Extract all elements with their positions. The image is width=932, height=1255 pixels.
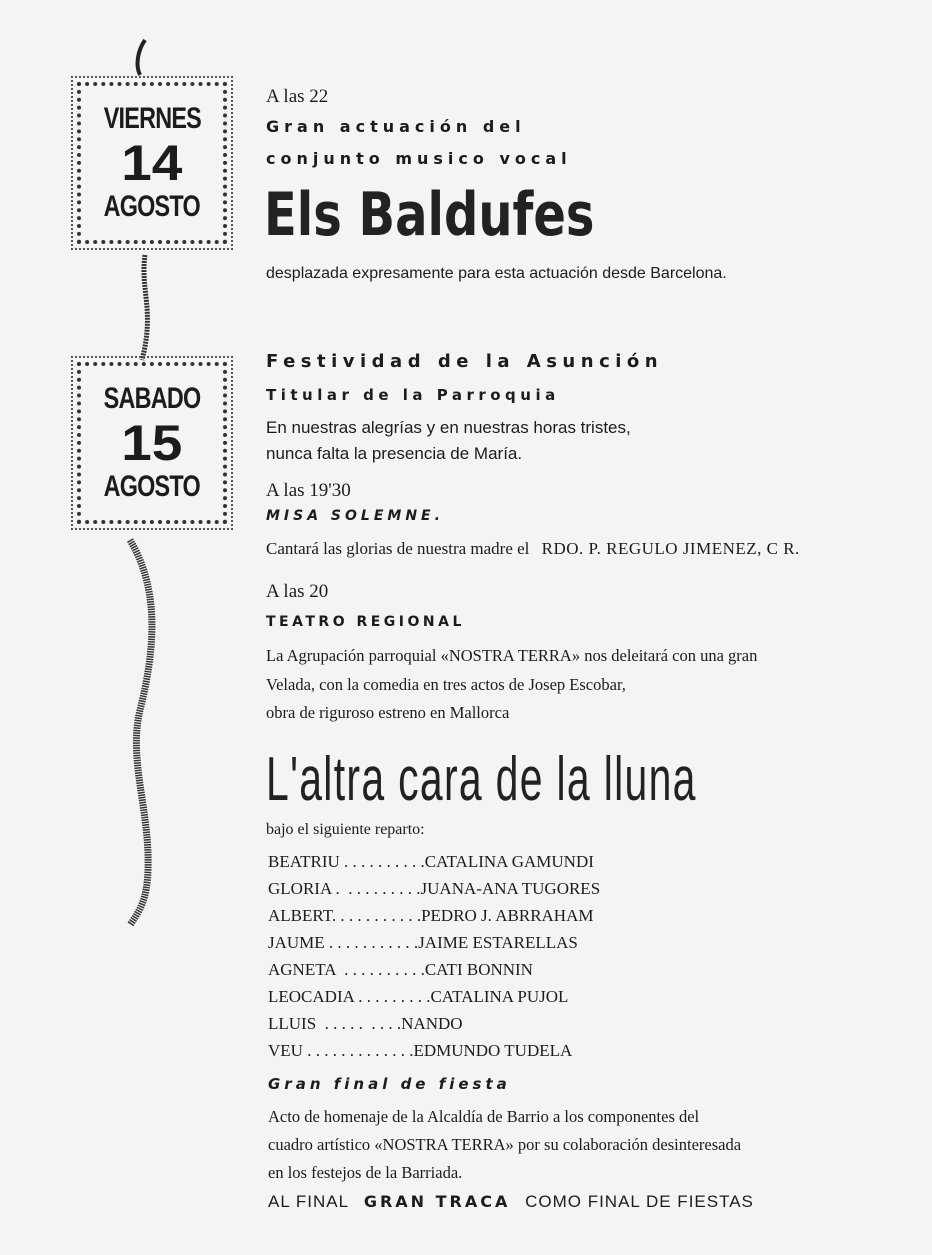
cast-row bbox=[268, 1041, 572, 1061]
theatre-line-1: La Agrupación parroquial «NOSTRA TERRA» nos deleitará con una gran bbox=[266, 646, 758, 665]
cast-role: ALBERT. . . . . . . . . . . bbox=[268, 906, 422, 925]
cast-actor: CATI BONNIN bbox=[424, 960, 533, 979]
theatre-title: TEATRO REGIONAL bbox=[266, 614, 465, 630]
cast-row bbox=[268, 933, 578, 953]
closing-prefix: AL FINAL bbox=[268, 1192, 350, 1211]
cast-role: BEATRIU . . . . . . . . . . bbox=[268, 852, 425, 871]
cast-row bbox=[268, 1014, 463, 1034]
cast-actor: CATALINA GAMUNDI bbox=[424, 852, 594, 871]
closing-line bbox=[268, 1192, 754, 1212]
cast-role: VEU . . . . . . . . . . . . . bbox=[268, 1041, 414, 1060]
cast-role: LLUIS . . . . . . . . . bbox=[268, 1014, 402, 1033]
friday-day-name: VIERNES bbox=[103, 102, 201, 135]
cast-role: JAUME . . . . . . . . . . . bbox=[268, 933, 419, 952]
finale-title: Gran final de fiesta bbox=[268, 1075, 511, 1093]
finale-line-1: Acto de homenaje de la Alcaldía de Barrio a los componentes del bbox=[268, 1107, 700, 1126]
play-title-text: L'altra cara de la lluna bbox=[266, 745, 697, 814]
group-name bbox=[264, 180, 677, 250]
friday-time: A las 22 bbox=[266, 86, 329, 107]
finale-line-2: cuadro artístico «NOSTRA TERRA» por su colaboración desinteresada bbox=[268, 1135, 742, 1154]
quote-line-1: En nuestras alegrías y en nuestras horas tristes, bbox=[266, 418, 631, 437]
group-name-text: Els Baldufes bbox=[264, 180, 595, 250]
mass-time: A las 19'30 bbox=[266, 480, 351, 501]
cast-row bbox=[268, 987, 568, 1007]
cast-row bbox=[268, 960, 533, 980]
cast-intro: bajo el siguiente reparto: bbox=[266, 821, 425, 838]
saturday-day-name: SABADO bbox=[103, 382, 201, 415]
theatre-line-2: Velada, con la comedia en tres actos de Josep Escobar, bbox=[266, 675, 626, 694]
cast-role: GLORIA . . . . . . . . . . bbox=[268, 879, 421, 898]
mass-note-prefix: Cantará las glorias de nuestra madre el bbox=[266, 539, 530, 558]
feast-title: Festividad de la Asunción bbox=[266, 351, 664, 372]
cast-row bbox=[268, 906, 593, 926]
friday-day-number: 14 bbox=[121, 135, 183, 191]
cast-role: LEOCADIA . . . . . . . . . bbox=[268, 987, 431, 1006]
quote-line-2: nunca falta la presencia de María. bbox=[266, 444, 523, 463]
mass-title: MISA SOLEMNE. bbox=[266, 508, 444, 524]
theatre-line-3: obra de riguroso estreno en Mallorca bbox=[266, 703, 510, 722]
saturday-month: AGOSTO bbox=[103, 470, 201, 503]
feast-subtitle: Titular de la Parroquia bbox=[266, 386, 560, 404]
saturday-date-box bbox=[77, 362, 227, 524]
mass-note-celebrant: RDO. P. REGULO JIMENEZ, C R. bbox=[541, 539, 800, 558]
theatre-time: A las 20 bbox=[266, 581, 329, 602]
cast-actor: PEDRO J. ABRRAHAM bbox=[421, 906, 594, 925]
friday-headline-2: conjunto musico vocal bbox=[266, 149, 572, 168]
friday-month: AGOSTO bbox=[103, 190, 201, 223]
cast-actor: JAIME ESTARELLAS bbox=[418, 933, 578, 952]
friday-headline-1: Gran actuación del bbox=[266, 117, 526, 136]
mass-note bbox=[266, 539, 800, 559]
cast-role: AGNETA . . . . . . . . . . bbox=[268, 960, 425, 979]
cast-row bbox=[268, 852, 594, 872]
cast-actor: NANDO bbox=[401, 1014, 463, 1033]
saturday-day-number: 15 bbox=[121, 415, 183, 471]
closing-suffix: COMO FINAL DE FIESTAS bbox=[525, 1192, 754, 1211]
cast-row bbox=[268, 879, 600, 899]
play-title bbox=[266, 745, 919, 818]
cast-actor: CATALINA PUJOL bbox=[430, 987, 569, 1006]
cast-actor: EDMUNDO TUDELA bbox=[413, 1041, 573, 1060]
closing-bold: GRAN TRACA bbox=[363, 1192, 511, 1211]
friday-note: desplazada expresamente para esta actuación desde Barcelona. bbox=[266, 265, 727, 282]
finale-line-3: en los festejos de la Barriada. bbox=[268, 1163, 463, 1182]
friday-date-box bbox=[77, 82, 227, 244]
cast-actor: JUANA-ANA TUGORES bbox=[420, 879, 601, 898]
